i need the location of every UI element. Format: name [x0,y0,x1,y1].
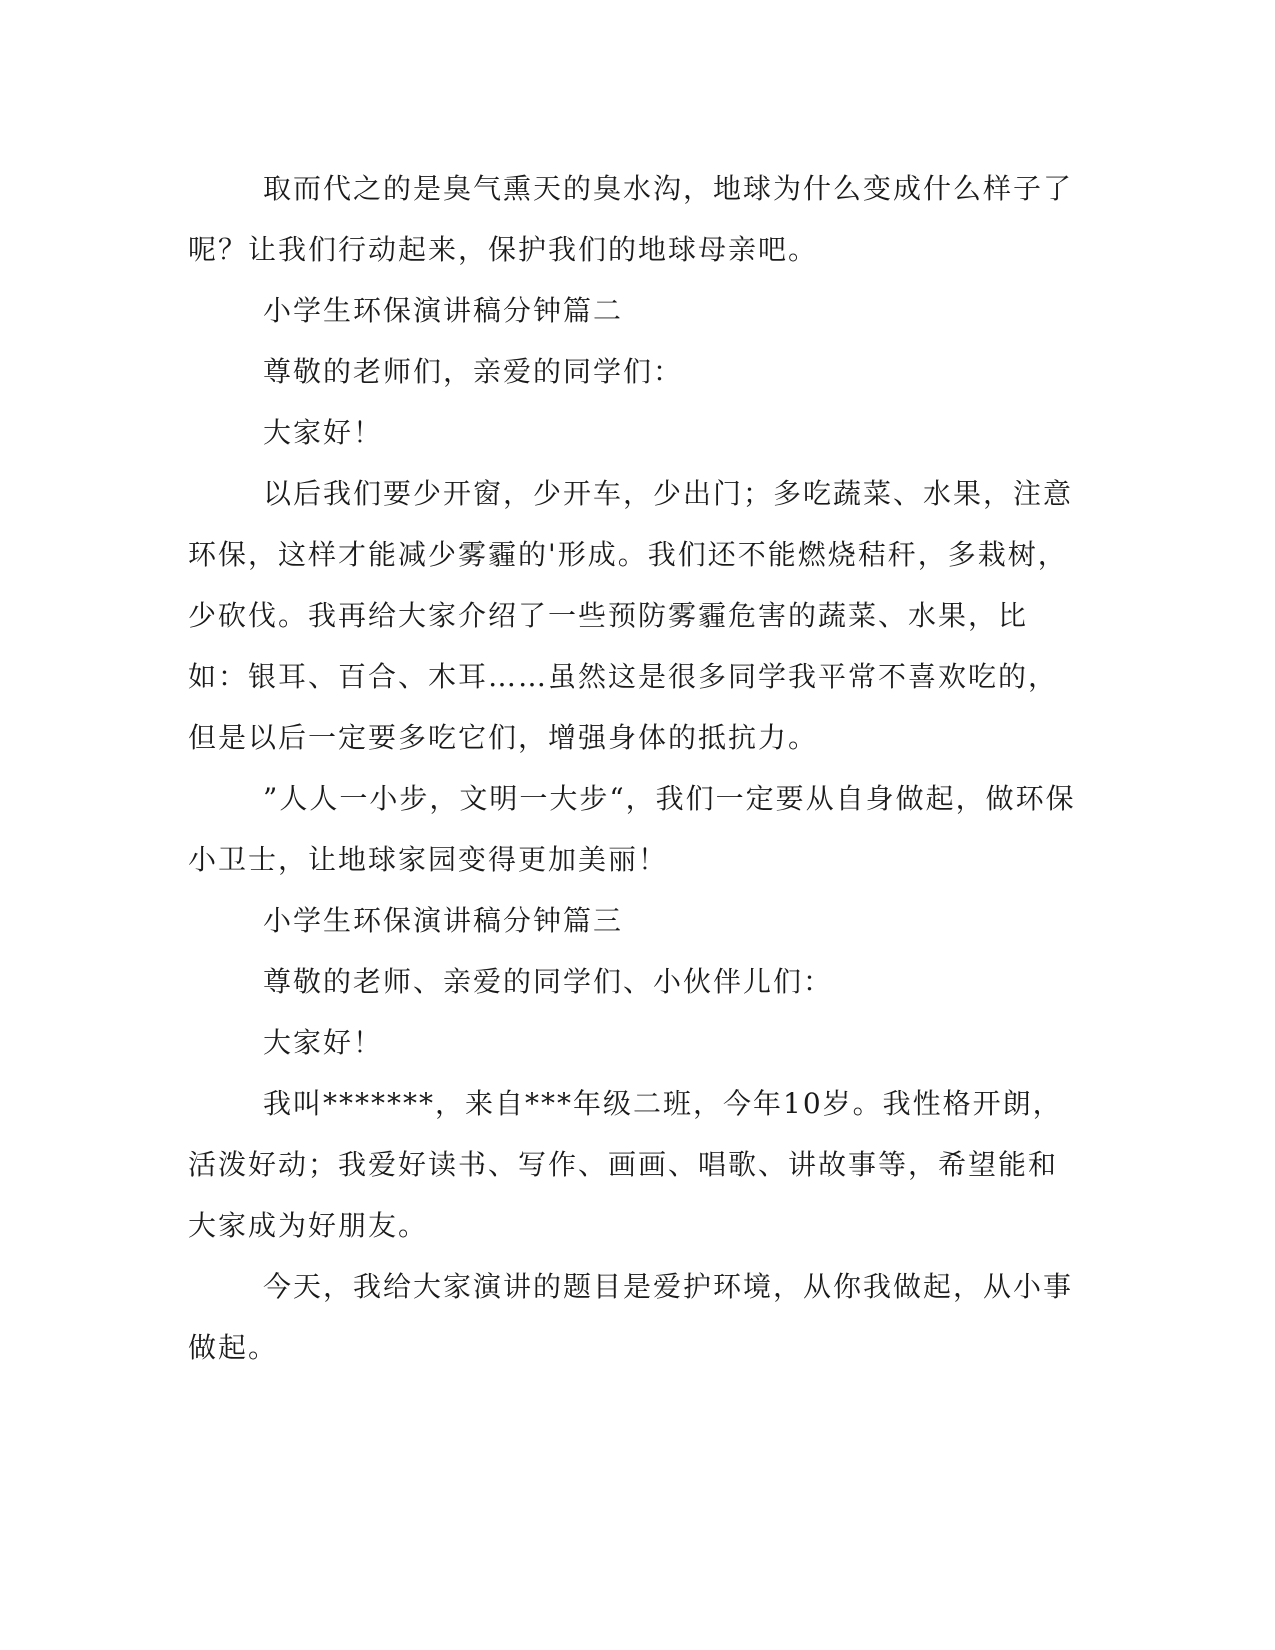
paragraph: 以后我们要少开窗，少开车，少出门；多吃蔬菜、水果，注意环保，这样才能减少雾霾的'形成。我们还不能燃烧秸秆，多栽树，少砍伐。我再给大家介绍了一些预防雾霾危害的蔬菜、水果，比如：银耳、百合、木耳……虽然这是很多同学我平常不喜欢吃的，但是以后一定要多吃它们，增强身体的抵抗力。 [188,477,1074,754]
paragraph: 取而代之的是臭气熏天的臭水沟，地球为什么变成什么样子了呢？让我们行动起来，保护我们的地球母亲吧。 [188,172,1074,266]
greeting: 大家好！ [263,416,384,449]
paragraph: 我叫*******，来自***年级二班，今年10岁。我性格开朗，活泼好动；我爱好读书、写作、画画、唱歌、讲故事等，希望能和大家成为好朋友。 [188,1087,1063,1242]
salutation: 尊敬的老师们，亲爱的同学们： [263,355,684,388]
section-heading: 小学生环保演讲稿分钟篇二 [263,294,624,327]
section-heading: 小学生环保演讲稿分钟篇三 [263,904,624,937]
document-body [188,158,1078,1378]
greeting: 大家好！ [263,1026,384,1059]
salutation: 尊敬的老师、亲爱的同学们、小伙伴儿们： [263,965,834,998]
paragraph: ”人人一小步，文明一大步“，我们一定要从自身做起，做环保小卫士，让地球家园变得更加美丽！ [188,782,1076,876]
paragraph: 今天，我给大家演讲的题目是爱护环境，从你我做起，从小事做起。 [188,1270,1074,1364]
